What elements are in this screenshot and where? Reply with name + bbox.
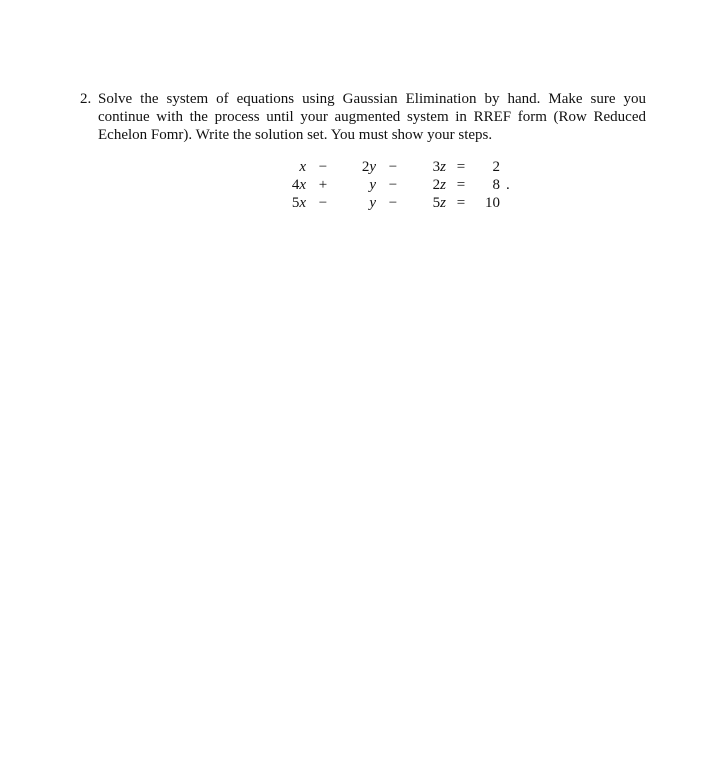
z-variable: z xyxy=(440,159,446,175)
y-variable: y xyxy=(369,195,376,211)
operator: − xyxy=(388,177,398,193)
y-variable: y xyxy=(369,177,376,193)
operator: − xyxy=(318,159,328,175)
equals-sign: = xyxy=(456,159,466,175)
equation-row xyxy=(270,194,522,212)
operator: − xyxy=(388,159,398,175)
y-variable: y xyxy=(369,159,376,175)
y-term xyxy=(340,194,376,212)
x-term xyxy=(270,194,306,212)
equation-row xyxy=(270,176,522,194)
x-term xyxy=(270,176,306,194)
equals-sign: = xyxy=(456,177,466,193)
operator: + xyxy=(318,177,328,193)
right-hand-side: 10 xyxy=(485,195,500,211)
z-term xyxy=(410,194,446,212)
y-coefficient: 2 xyxy=(361,159,370,175)
trailing-punctuation: . xyxy=(506,177,510,193)
x-variable: x xyxy=(299,159,306,175)
y-term xyxy=(340,176,376,194)
trailing-punctuation xyxy=(500,194,522,212)
y-term xyxy=(340,158,376,176)
z-coefficient: 2 xyxy=(432,177,441,193)
right-hand-side: 2 xyxy=(492,159,500,175)
z-coefficient: 5 xyxy=(432,195,441,211)
problem-text: Solve the system of equations using Gaussian Elimination by hand. Make sure you continue with the process until your augmented system in RREF form (Row Reduced Echelon Fomr). Write the solution set. You must show your steps. xyxy=(98,91,646,143)
right-hand-side: 8 xyxy=(492,177,500,193)
z-variable: z xyxy=(440,177,446,193)
x-coefficient: 5 xyxy=(291,195,300,211)
operator: − xyxy=(318,195,328,211)
z-variable: z xyxy=(440,195,446,211)
x-variable: x xyxy=(299,177,306,193)
z-term xyxy=(410,176,446,194)
z-term xyxy=(410,158,446,176)
operator: − xyxy=(388,195,398,211)
equation-row xyxy=(270,158,522,176)
equals-sign: = xyxy=(456,195,466,211)
equation-system xyxy=(270,158,522,212)
trailing-punctuation xyxy=(500,158,522,176)
z-coefficient: 3 xyxy=(432,159,441,175)
x-coefficient: 4 xyxy=(291,177,300,193)
problem-number: 2. xyxy=(80,91,92,107)
x-term xyxy=(270,158,306,176)
problem-statement xyxy=(80,90,646,144)
x-variable: x xyxy=(299,195,306,211)
